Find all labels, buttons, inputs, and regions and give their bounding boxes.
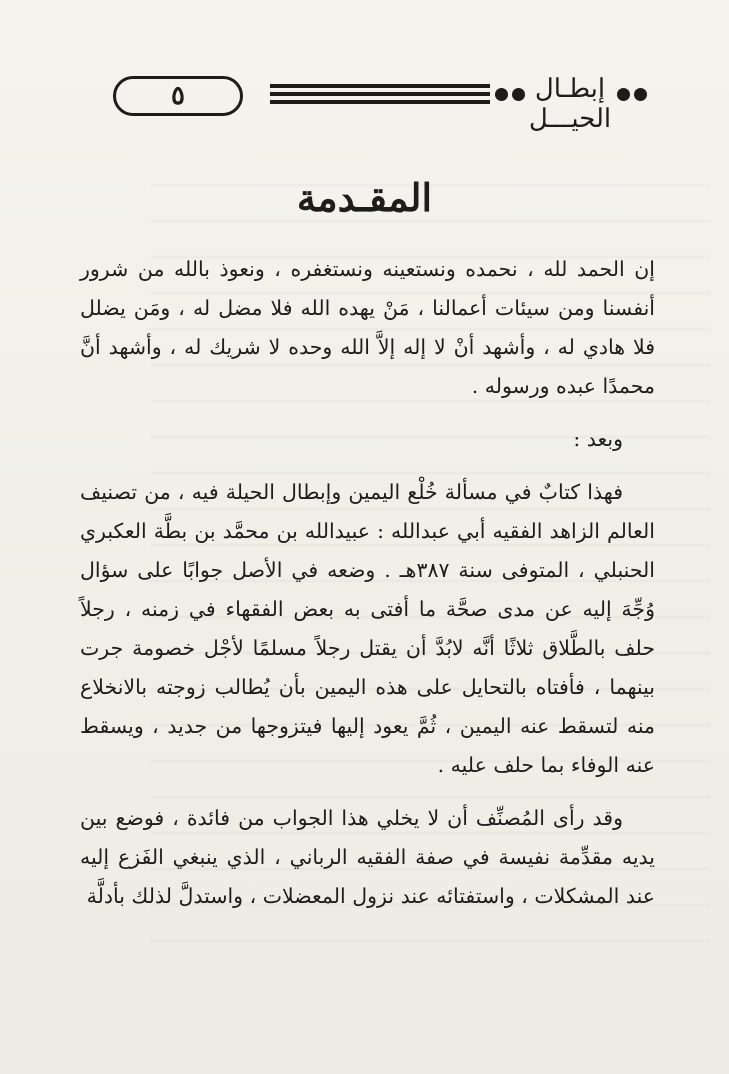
page-number-badge <box>113 76 243 116</box>
header-rule <box>270 84 490 108</box>
body-text <box>80 250 655 934</box>
header-dots-right <box>617 88 647 101</box>
section-title: المقـدمة <box>296 175 433 220</box>
page-header <box>95 70 655 134</box>
paragraph-wabaad: وبعد : <box>573 427 623 451</box>
ornament-dot-icon <box>617 88 630 101</box>
header-dots-left <box>495 88 525 101</box>
running-title: إبطـال الحيـــل <box>528 74 612 134</box>
page-number: ٥ <box>171 81 185 111</box>
ornament-dot-icon <box>512 88 525 101</box>
ornament-dot-icon <box>634 88 647 101</box>
paragraph-opening: إن الحمد لله ، نحمده ونستعينه ونستغفره ، ونعوذ بالله من شرور أنفسنا ومن سيئات أعمالنا ، مَنْ يهده الله فلا مضل له ، ومَن يضلل فلا هادي له ، وأشهد أنْ لا إله إلاَّ الله وحده لا شريك له ، وأشهد أنَّ محمدًا عبده ورسوله . <box>80 257 655 398</box>
paragraph-author-intro: وقد رأى المُصنِّف أن لا يخلي هذا الجواب من فائدة ، فوضع بين يديه مقدِّمة نفيسة في صفة الفقيه الرباني ، الذي ينبغي الفَزع إليه عند المشكلات ، واستفتائه عند نزول المعضلات ، واستدلَّ لذلك بأدلَّة <box>80 806 655 908</box>
paragraph-book-description: فهذا كتابٌ في مسألة خُلْع اليمين وإبطال الحيلة فيه ، من تصنيف العالم الزاهد الفقيه أبي عبدالله : عبيدالله بن محمَّد بن بطَّة العكبري الحنبلي ، المتوفى سنة ٣٨٧هـ . وضعه في الأصل جوابًا على سؤال وُجِّهَ إليه عن مدى صحَّة ما أفتى به بعض الفقهاء في زمنه ، رجلاً حلف بالطَّلاق ثلاثًا أنَّه لابُدَّ أن يقتل رجلاً مسلمًا لأجْل خصومة جرت بينهما ، فأفتاه بالتحايل على هذه اليمين بأن يُطالب زوجته بالانخلاع منه لتسقط عنه اليمين ، ثُمَّ يعود إليها فيتزوجها من جديد ، ويسقط عنه الوفاء بما حلف عليه . <box>80 480 655 777</box>
ornament-dot-icon <box>495 88 508 101</box>
